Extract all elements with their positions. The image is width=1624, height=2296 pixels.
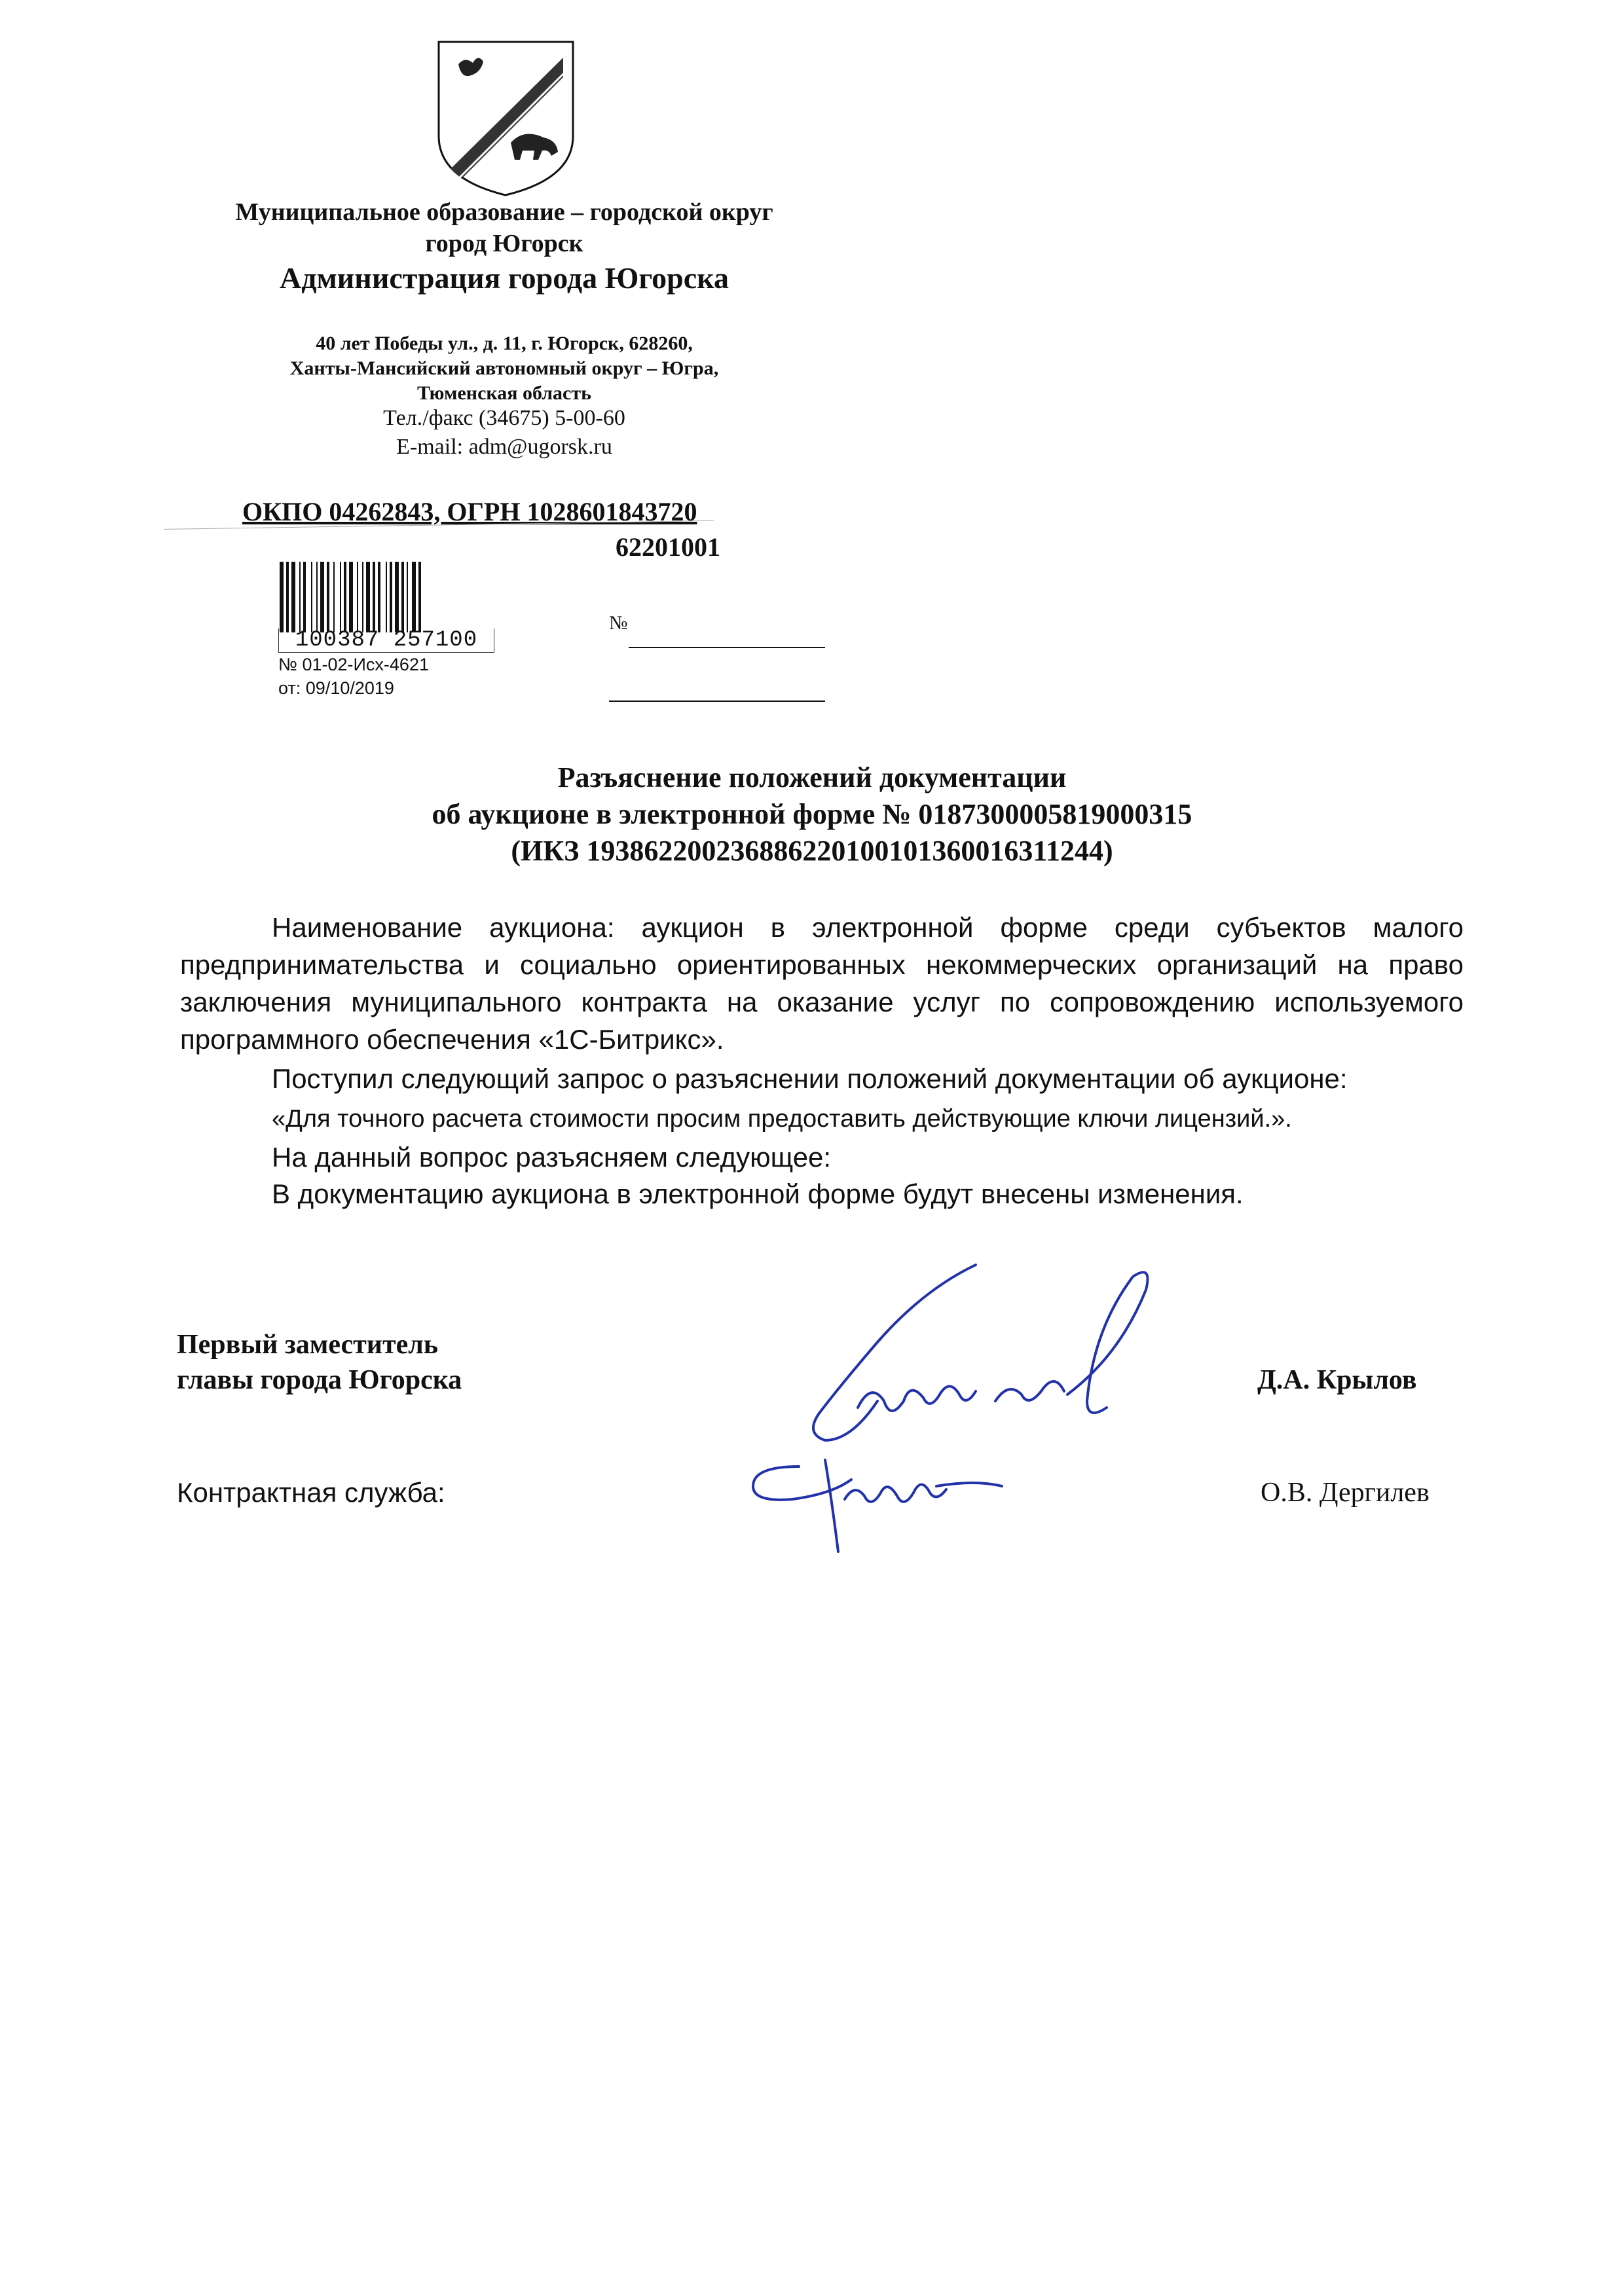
handwritten-signature-2: [740, 1440, 1015, 1565]
barcode-bar: [401, 562, 404, 632]
signer2-name: О.В. Дергилев: [1261, 1478, 1430, 1508]
reference-number-blank: [629, 647, 825, 648]
barcode-bar: [418, 562, 421, 632]
body-paragraph-answer: В документацию аукциона в электронной форме будут внесены изменения.: [272, 1178, 1244, 1209]
letterhead-address-line3: Тюменская область: [417, 382, 591, 404]
barcode-bar: [373, 562, 375, 632]
letterhead-city: город Югорск: [425, 230, 583, 257]
handwritten-signature-1: [779, 1250, 1185, 1460]
signer1-name: Д.А. Крылов: [1257, 1365, 1417, 1395]
barcode-bar: [378, 562, 380, 632]
barcode-bar: [311, 562, 312, 632]
reference-number-sign: №: [609, 612, 628, 634]
coat-of-arms-icon: [432, 38, 580, 198]
barcode-bar: [320, 562, 324, 632]
barcode-bar: [291, 562, 295, 632]
body-paragraph-quote: «Для точного расчета стоимости просим предоставить действующие ключи лицензий.».: [272, 1105, 1292, 1133]
barcode-bar: [412, 562, 416, 632]
letterhead-email: E-mail: adm@ugorsk.ru: [396, 435, 612, 459]
barcode-bar: [280, 562, 284, 632]
letterhead-address-line1: 40 лет Победы ул., д. 11, г. Югорск, 628260,: [316, 333, 693, 354]
barcode-bar: [390, 562, 392, 632]
barcode-bar: [362, 562, 363, 632]
barcode-bar: [386, 562, 387, 632]
body-paragraph-answer-intro: На данный вопрос разъясняем следующее:: [272, 1142, 832, 1173]
letterhead-kpp: 62201001: [616, 532, 720, 562]
barcode-bar: [357, 562, 358, 632]
barcode-bar: [327, 562, 329, 632]
letterhead-phone: Тел./факс (34675) 5-00-60: [383, 406, 625, 430]
letterhead-organization: Администрация города Югорска: [279, 261, 729, 295]
body-paragraph-auction-name: Наименование аукциона: аукцион в электронной форме среди субъектов малого предпринимательства и социально ориентированных некоммерческих организаций на право заключения муниципального контракта на оказание услуг по сопровождению используемого программного обеспечения «1С-Битрикс».: [180, 912, 1464, 1055]
letterhead-municipality: Муниципальное образование – городской округ: [235, 198, 773, 226]
registration-number: № 01-02-Исх-4621: [278, 655, 429, 674]
barcode-bar: [316, 562, 318, 632]
barcode-bar: [340, 562, 341, 632]
signer2-position: Контрактная служба:: [177, 1477, 445, 1508]
body-paragraph-request: Поступил следующий запрос о разъяснении положений документации об аукционе:: [272, 1063, 1348, 1094]
barcode-bar: [349, 562, 353, 632]
signer1-position-line2: главы города Югорска: [177, 1365, 462, 1395]
barcode-icon: [278, 562, 494, 632]
signer1-position-line1: Первый заместитель: [177, 1330, 438, 1360]
barcode-bar: [395, 562, 399, 632]
barcode-bar: [286, 562, 289, 632]
barcode-bar: [303, 562, 306, 632]
reference-date-blank: [609, 701, 825, 702]
letterhead-address-line2: Ханты-Мансийский автономный округ – Югра,: [289, 357, 719, 379]
barcode-bar: [366, 562, 370, 632]
barcode-bar: [407, 562, 408, 632]
barcode-bar: [344, 562, 346, 632]
document-title-line3: (ИКЗ 193862200236886220100101360016311244): [511, 835, 1113, 867]
barcode-bar: [333, 562, 335, 632]
registration-date: от: 09/10/2019: [278, 678, 394, 698]
letterhead-okpo-ogrn: ОКПО 04262843, ОГРН 1028601843720: [242, 497, 697, 526]
barcode-bar: [299, 562, 301, 632]
barcode-digits: 100387 257100: [278, 629, 494, 653]
document-title-line1: Разъяснение положений документации: [557, 761, 1067, 793]
document-title-line2: об аукционе в электронной форме № 0187300005819000315: [432, 798, 1192, 830]
